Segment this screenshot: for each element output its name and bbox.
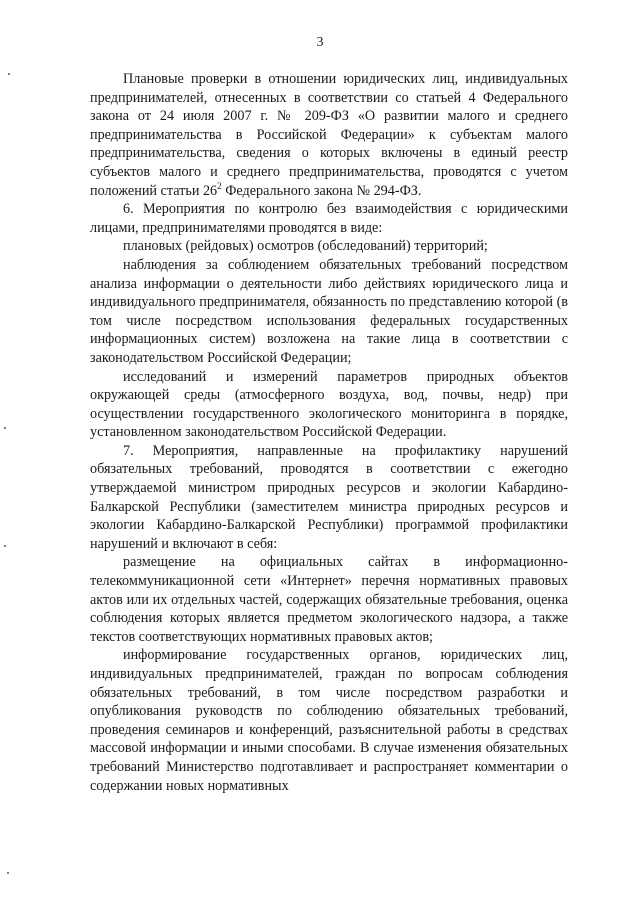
page-number: 3 — [316, 35, 324, 50]
article-superscript: 2 — [217, 180, 222, 191]
scan-speck — [4, 545, 6, 547]
paragraph-item-7-informing: информирование государственных органов, юридических лиц, индивидуальных предпринимателей, граждан по вопросам соблюдения обязательных требований, в том числе посредством разработки и опубликования руководств по соблюдению обязательных требований, проведения семинаров и конференций, разъяснительной работы в средствах массовой информации и иными способами. В случае изменения обязательных требований Министерство подготавливает и распространяет комментарии о содержании новых нормативных — [90, 647, 568, 794]
paragraph-item-6-research: исследований и измерений параметров природных объектов окружающей среды (атмосферного воздуха, вод, почвы, недр) при осуществлении государственного экологического мониторинга в порядке, установленном законодательством Российской Федерации. — [90, 368, 568, 441]
paragraph-item-6: 6. Мероприятия по контролю без взаимодействия с юридическими лицами, предпринимателями проводятся в виде: — [90, 201, 568, 236]
scan-speck — [4, 427, 6, 429]
paragraph-text: Плановые проверки в отношении юридических лиц, индивидуальных предпринимателей, отнесенных в соответствии со статьей 4 Федерального закона от 24 июля 2007 г. № 209-ФЗ «О развитии малого и среднего предпринимательства в Российской Федерации» к субъектам малого предпринимательства, сведения о которых включены в единый реестр субъектов малого и среднего предпринимательства, проводятся с учетом положений статьи 26 — [90, 71, 568, 199]
scan-speck — [7, 872, 9, 874]
paragraph-planned-inspections — [90, 70, 568, 200]
paragraph-item-7: 7. Мероприятия, направленные на профилактику нарушений обязательных требований, проводятся в соответствии с ежегодно утверждаемой министром природных ресурсов и экологии Кабардино-Балкарской Республики (заместителем министра природных ресурсов и экологии Кабардино-Балкарской Республики) программой профилактики нарушений и включают в себя: — [90, 442, 568, 552]
document-body — [90, 70, 568, 795]
paragraph-item-6-raids: плановых (рейдовых) осмотров (обследований) территорий; — [123, 238, 488, 255]
paragraph-item-7-publication: размещение на официальных сайтах в информационно-телекоммуникационной сети «Интернет» перечня нормативных правовых актов или их отдельных частей, содержащих обязательные требования, оценка соблюдения которых является предметом экологического надзора, а также текстов соответствующих нормативных правовых актов; — [90, 554, 568, 645]
paragraph-item-6-observation: наблюдения за соблюдением обязательных требований посредством анализа информации о деятельности либо действиях юридического лица и индивидуального предпринимателя, обязанность по представлению которой (в том числе посредством использования федеральных государственных информационных систем) возложена на такие лица в соответствии с законодательством Российской Федерации; — [90, 256, 568, 366]
scan-speck — [8, 73, 10, 75]
paragraph-tail: Федерального закона № 294-ФЗ. — [221, 182, 422, 199]
